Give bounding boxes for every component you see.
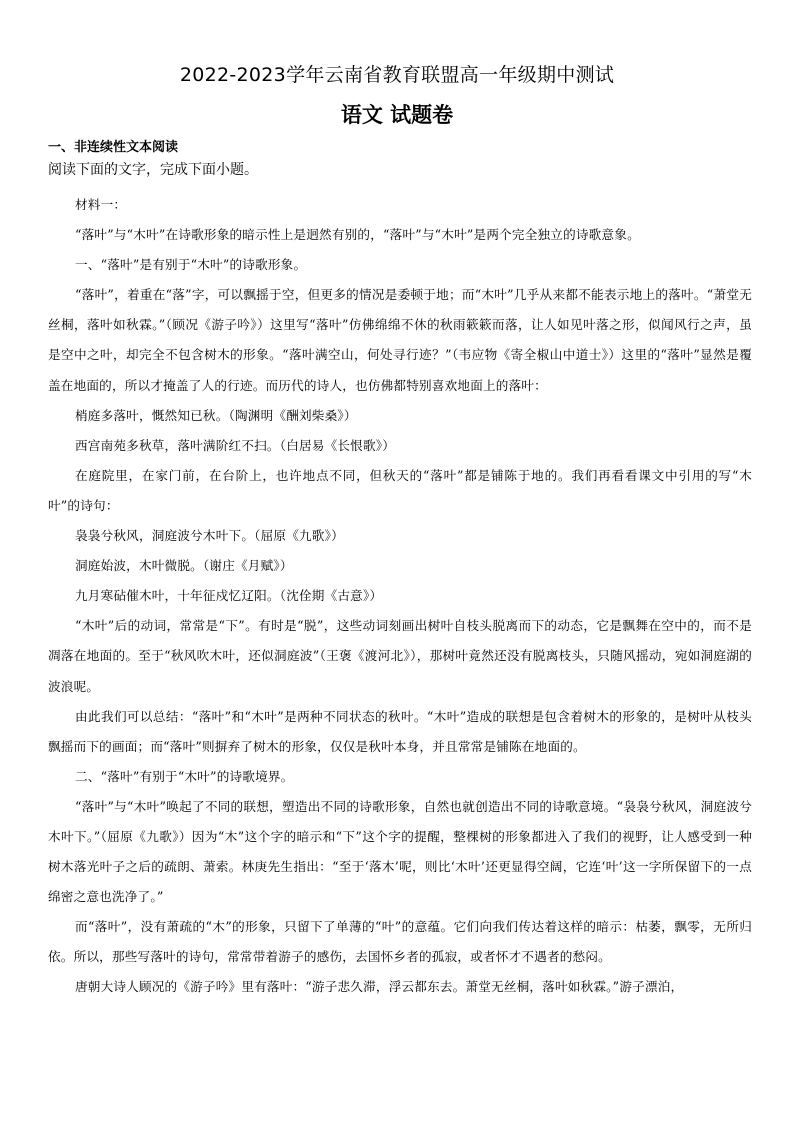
passage-paragraph: 在庭院里，在家门前，在台阶上，也许地点不同，但秋天的“落叶”都是铺陈于地的。我们再看看课文中引用的写“木叶”的诗句： <box>48 467 752 513</box>
reading-passage <box>48 190 752 1003</box>
poem-quote: 袅袅兮秋风，洞庭波兮木叶下。（屈原《九歌》） <box>75 528 344 544</box>
poem-quote: 九月寒砧催木叶，十年征戍忆辽阳。（沈佺期《古意》） <box>75 588 383 604</box>
passage-paragraph: 唐朝大诗人顾况的《游子吟》里有落叶：“游子悲久滞，浮云都东去。萧堂无丝桐，落叶如秋霖。”游子漂泊， <box>75 979 684 995</box>
reading-instruction: 阅读下面的文字，完成下面小题。 <box>48 162 258 178</box>
poem-quote: 洞庭始波，木叶微脱。（谢庄《月赋》） <box>75 558 293 574</box>
poem-quote: 梢庭多落叶，慨然知已秋。（陶渊明《酬刘柴桑》） <box>75 407 357 423</box>
passage-subheading: 二、“落叶”有别于“木叶”的诗歌境界。 <box>75 768 294 784</box>
material-label: 材料一： <box>75 197 127 212</box>
section-heading: 一、非连续性文本阅读 <box>48 140 179 155</box>
passage-subheading: 一、“落叶”是有别于“木叶”的诗歌形象。 <box>75 257 307 273</box>
exam-title: 2022-2023学年云南省教育联盟高一年级期中测试 <box>179 64 615 86</box>
subject-title: 语文 试题卷 <box>340 103 454 127</box>
passage-paragraph: “木叶”后的动词，常常是“下”。有时是“脱”，这些动词刻画出树叶自枝头脱离而下的动态，它是飘舞在空中的，而不是凋落在地面的。至于“秋风吹木叶，还似洞庭波”（王褒《渡河北》），那树叶竟然还没有脱离枝头，只随风摇动，宛如洞庭湖的波浪呢。 <box>48 618 752 694</box>
passage-paragraph: “落叶”，着重在“落”字，可以飘摇于空，但更多的情况是委顿于地；而“木叶”几乎从来都不能表示地上的落叶。“萧堂无丝桐，落叶如秋霖。”（顾况《游子吟》）这里写“落叶”仿佛绵绵不休的秋雨簌簌而落，让人如见叶落之形，似闻风行之声，虽是空中之叶，却完全不包含树木的形象。“落叶满空山，何处寻行迹？”（韦应物《寄全椒山中道士》）这里的“落叶”显然是覆盖在地面的，所以才掩盖了人的行迹。而历代的诗人，也仿佛都特别喜欢地面上的落叶： <box>48 287 752 393</box>
passage-paragraph: 由此我们可以总结：“落叶”和“木叶”是两种不同状态的秋叶。“木叶”造成的联想是包含着树木的形象的，是树叶从枝头飘摇而下的画面；而“落叶”则摒弃了树木的形象，仅仅是秋叶本身，并且常常是铺陈在地面的。 <box>48 708 752 754</box>
poem-quote: 西宫南苑多秋草，落叶满阶红不扫。（白居易《长恨歌》） <box>75 437 396 453</box>
passage-paragraph: “落叶”与“木叶”在诗歌形象的暗示性上是迥然有别的，“落叶”与“木叶”是两个完全独立的诗歌意象。 <box>75 227 640 243</box>
passage-paragraph: “落叶”与“木叶”唤起了不同的联想，塑造出不同的诗歌形象，自然也就创造出不同的诗歌意境。“袅袅兮秋风，洞庭波兮木叶下。”（屈原《九歌》）因为“木”这个字的暗示和“下”这个字的提醒，整棵树的形象都进入了我们的视野，让人感受到一种树木落光叶子之后的疏朗、萧索。林庚先生指出：“至于‘落木’呢，则比‘木叶’还更显得空阔，它连‘叶’这一字所保留下的一点绵密之意也洗净了。” <box>48 798 752 905</box>
passage-paragraph: 而“落叶”，没有萧疏的“木”的形象，只留下了单薄的“叶”的意蕴。它们向我们传达着这样的暗示：枯萎，飘零，无所归依。所以，那些写落叶的诗句，常常带着游子的感伤，去国怀乡者的孤寂，或者怀才不遇者的愁闷。 <box>48 919 752 965</box>
